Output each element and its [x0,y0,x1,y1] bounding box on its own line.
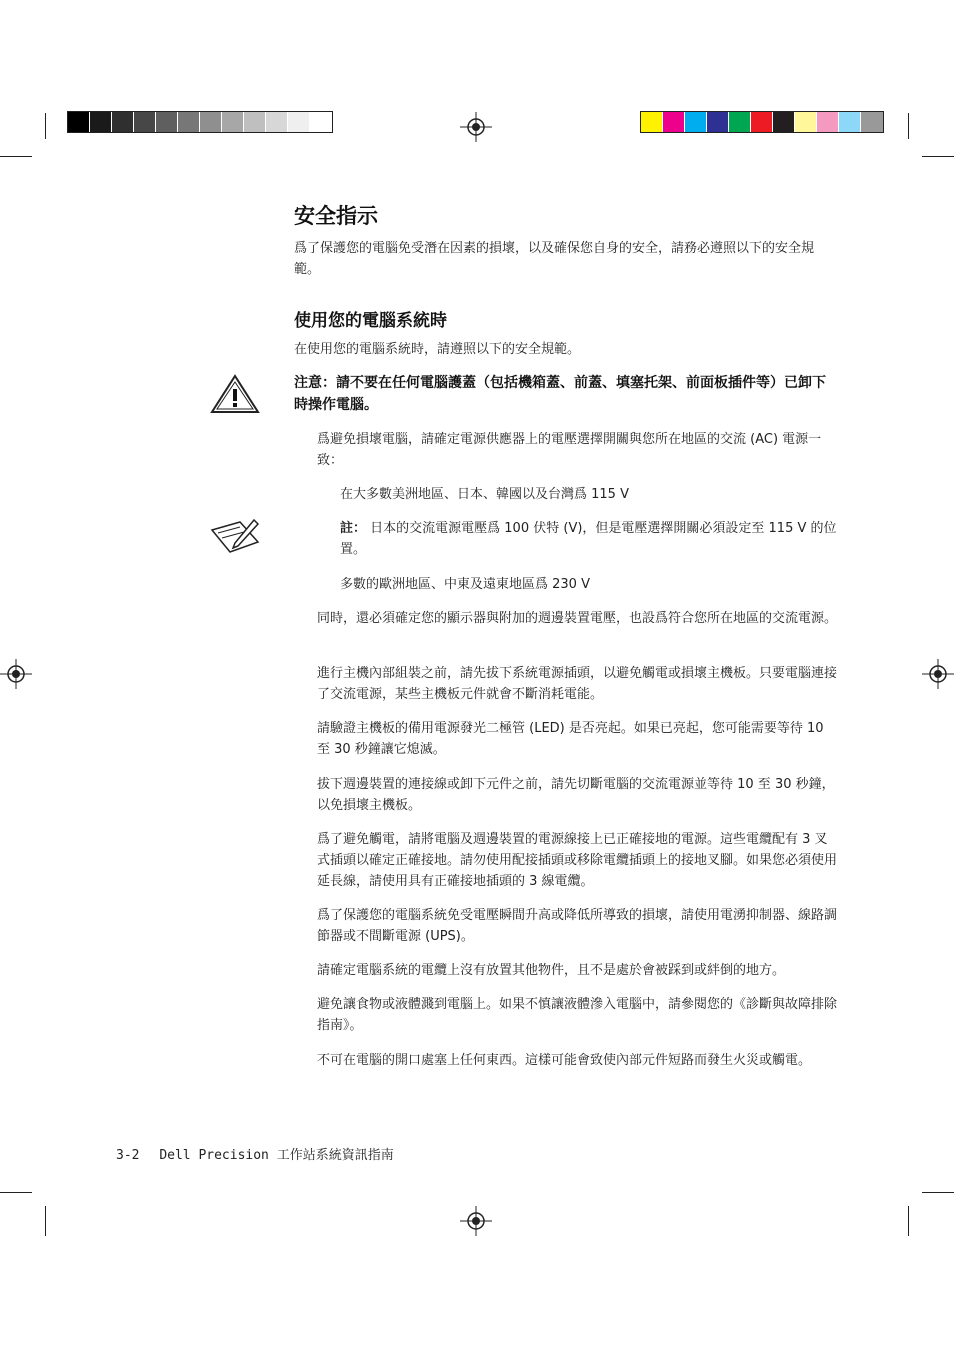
gray-swatch [222,112,244,132]
crop-mark [0,156,32,157]
color-swatch [751,112,773,132]
gray-swatch [266,112,288,132]
grayscale-calibration-bar [67,111,333,133]
voltage-115-item: 在大多數美洲地區、日本、韓國以及台灣爲 115 V [340,487,629,502]
page-title: 安全指示 [294,204,378,228]
color-swatch [795,112,817,132]
gray-swatch [178,112,200,132]
color-swatch [641,112,663,132]
note-label: 註： [340,521,367,536]
color-swatch [839,112,861,132]
voltage-intro: 爲避免損壞電腦，請確定電源供應器上的電壓選擇開關與您所在地區的交流 (AC) 電源一致： [317,432,822,468]
safety-paragraph: 進行主機內部組裝之前，請先拔下系統電源插頭，以避免觸電或損壞主機板。只要電腦連接了交流電源，某些主機板元件就會不斷消耗電能。 [317,666,838,702]
note-pencil-icon [210,518,260,556]
registration-mark-icon [460,1206,492,1236]
color-swatch [707,112,729,132]
caution-text: 注意：請不要在任何電腦護蓋（包括機箱蓋、前蓋、填塞托架、前面板插件等）已卸下時操作電腦。 [294,375,826,413]
safety-paragraph: 避免讓食物或液體濺到電腦上。如果不慎讓液體滲入電腦中，請參閱您的《診斷與故障排除指南》。 [317,997,838,1033]
gray-swatch [156,112,178,132]
color-swatch [817,112,839,132]
note-text: 日本的交流電源電壓爲 100 伏特 (V)，但是電壓選擇開關必須設定至 115 V 的位置。 [340,521,837,557]
crop-mark [45,113,46,139]
crop-mark [908,113,909,139]
registration-mark-icon [922,659,954,689]
crop-mark [922,1192,954,1193]
gray-swatch [288,112,310,132]
color-swatch [729,112,751,132]
gray-swatch [112,112,134,132]
color-calibration-bar [640,111,884,133]
crop-mark [0,1192,32,1193]
color-swatch [861,112,883,132]
gray-swatch [244,112,266,132]
safety-paragraph: 請確定電腦系統的電纜上沒有放置其他物件，且不是處於會被踩到或絆倒的地方。 [317,963,786,978]
page-footer [116,1144,406,1163]
safety-paragraph: 拔下週邊裝置的連接線或卸下元件之前，請先切斷電腦的交流電源並等待 10 至 30 秒鐘，以免損壞主機板。 [317,777,835,813]
safety-paragraph: 請驗證主機板的備用電源發光二極管 (LED) 是否亮起。如果已亮起，您可能需要等待 10 至 30 秒鐘讓它熄滅。 [317,721,824,757]
safety-paragraph: 同時，還必須確定您的顯示器與附加的週邊裝置電壓，也設爲符合您所在地區的交流電源。 [317,611,838,626]
gray-swatch [90,112,112,132]
crop-mark [908,1206,909,1236]
note-block [340,518,839,560]
caution-triangle-icon [210,374,260,414]
gray-swatch [310,112,332,132]
footer-title: Dell Precision 工作站系統資訊指南 [159,1148,394,1163]
gray-swatch [200,112,222,132]
safety-paragraph: 不可在電腦的開口處塞上任何東西。這樣可能會致使內部元件短路而發生火災或觸電。 [317,1053,812,1068]
registration-mark-icon [0,659,32,689]
gray-swatch [134,112,156,132]
gray-swatch [68,112,90,132]
color-swatch [773,112,795,132]
section-intro: 在使用您的電腦系統時，請遵照以下的安全規範。 [294,342,581,357]
registration-mark-icon [460,112,492,142]
safety-paragraph: 爲了避免觸電，請將電腦及週邊裝置的電源線接上已正確接地的電源。這些電纜配有 3 叉式插頭以確定正確接地。請勿使用配接插頭或移除電纜插頭上的接地叉腳。如果您必須使用延長線，請使用具有正確接地插頭的 3 線電纜。 [317,832,838,889]
section-title: 使用您的電腦系統時 [294,311,447,331]
crop-mark [45,1206,46,1236]
crop-mark [922,156,954,157]
color-swatch [663,112,685,132]
intro-paragraph: 爲了保護您的電腦免受潛在因素的損壞，以及確保您自身的安全，請務必遵照以下的安全規範。 [294,241,815,277]
voltage-230-item: 多數的歐洲地區、中東及遠東地區爲 230 V [340,577,590,592]
safety-paragraph: 爲了保護您的電腦系統免受電壓瞬間升高或降低所導致的損壞，請使用電湧抑制器、線路調節器或不間斷電源 (UPS)。 [317,908,838,944]
color-swatch [685,112,707,132]
page-number: 3-2 [116,1148,140,1163]
